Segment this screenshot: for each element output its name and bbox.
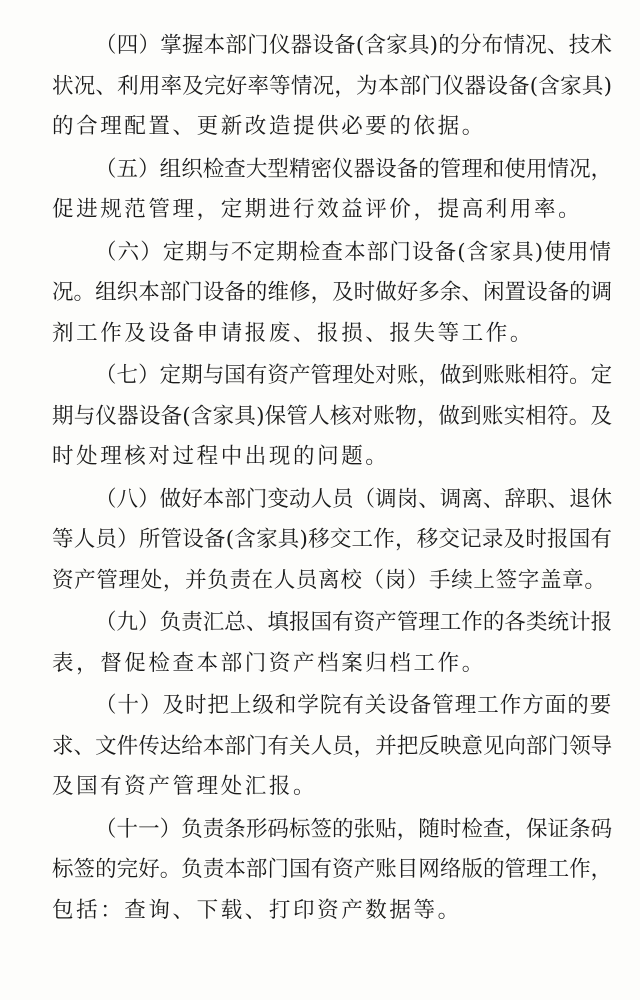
paragraph-4 xyxy=(52,26,612,148)
paragraph-9 xyxy=(52,603,612,684)
paragraph-line: 促进规范管理，定期进行效益评价，提高利用率。 xyxy=(52,197,583,222)
paragraph-line: 期与仪器设备(含家具)保管人核对账物，做到账实相符。及 xyxy=(52,403,612,429)
paragraph-line: 包括：查询、下载、打印资产数据等。 xyxy=(52,897,462,923)
paragraph-5 xyxy=(52,150,612,231)
paragraph-line: 资产管理处，并负责在人员离校（岗）手续上签字盖章。 xyxy=(52,567,607,593)
paragraph-line: 等人员）所管设备(含家具)移交工作，移交记录及时报国有 xyxy=(52,527,612,552)
paragraph-line: 标签的完好。负责本部门国有资产账目网络版的管理工作， xyxy=(52,857,612,882)
paragraph-10 xyxy=(52,686,612,808)
paragraph-line: 况。组织本部门设备的维修，及时做好多余、闲置设备的调 xyxy=(52,280,612,305)
document-body xyxy=(52,26,612,933)
paragraph-7 xyxy=(52,356,612,478)
paragraph-line: （六）定期与不定期检查本部门设备(含家具)使用情 xyxy=(95,239,612,265)
paragraph-6 xyxy=(52,233,612,355)
paragraph-8 xyxy=(52,480,612,602)
paragraph-line: （九）负责汇总、填报国有资产管理工作的各类统计报 xyxy=(95,610,612,635)
paragraph-line: 状况、利用率及完好率等情况，为本部门仪器设备(含家具) xyxy=(52,73,612,99)
paragraph-line: 的合理配置、更新改造提供必要的依据。 xyxy=(52,114,486,139)
paragraph-line: 及国有资产管理处汇报。 xyxy=(52,774,318,799)
paragraph-line: （七）定期与国有资产管理处对账，做到账账相符。定 xyxy=(95,363,612,388)
paragraph-line: （十一）负责条形码标签的张贴，随时检查，保证条码 xyxy=(95,816,612,842)
paragraph-line: （五）组织检查大型精密仪器设备的管理和使用情况， xyxy=(95,156,612,182)
paragraph-line: （十）及时把上级和学院有关设备管理工作方面的要 xyxy=(95,693,612,718)
paragraph-line: （八）做好本部门变动人员（调岗、调离、辞职、退休 xyxy=(95,486,612,512)
paragraph-line: 表，督促检查本部门资产档案归档工作。 xyxy=(52,650,486,676)
paragraph-line: 剂工作及设备申请报废、报损、报失等工作。 xyxy=(52,320,535,346)
paragraph-line: 求、文件传达给本部门有关人员，并把反映意见向部门领导 xyxy=(52,733,612,759)
paragraph-11 xyxy=(52,810,612,932)
paragraph-line: （四）掌握本部门仪器设备(含家具)的分布情况、技术 xyxy=(95,33,612,58)
paragraph-line: 时处理核对过程中出现的问题。 xyxy=(52,444,390,469)
